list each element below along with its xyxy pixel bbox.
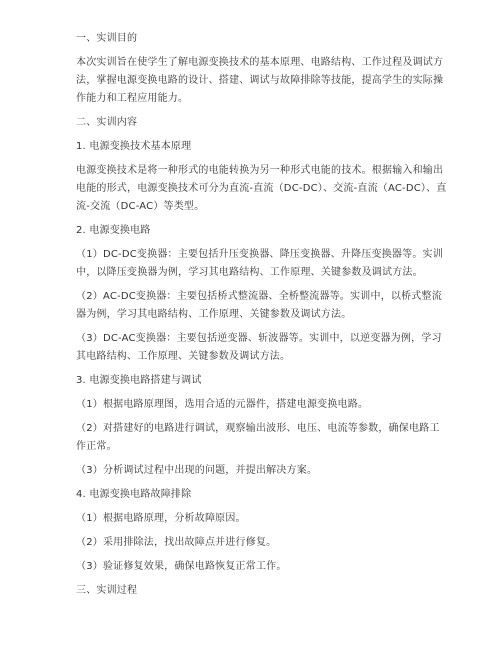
text-line: 本次实训旨在使学生了解电源变换技术的基本原理、电路结构、工作过程及调试方 [76, 57, 444, 68]
document-body [76, 30, 447, 600]
text-line: 三、实训过程 [76, 585, 138, 596]
text-line: 法，掌握电源变换电路的设计、搭建、调试与故障排除等技能，提高学生的实际操 [76, 75, 444, 86]
text-line: 1. 电源变换技术基本原理 [76, 141, 192, 152]
text-line: （3）验证修复效果，确保电路恢复正常工作。 [76, 561, 287, 572]
text-line: 作能力和工程应用能力。 [76, 93, 189, 104]
text-line: （2）对搭建好的电路进行调试，观察输出波形、电压、电流等参数，确保电路工 [76, 423, 440, 434]
text-line: （1）DC-DC变换器：主要包括升压变换器、降压变换器、升降压变换器等。实训 [76, 249, 443, 260]
text-line: （2）AC-DC变换器：主要包括桥式整流器、全桥整流器等。实训中，以桥式整流 [76, 291, 442, 302]
text-line: （1）根据电路原理，分析故障原因。 [76, 513, 246, 524]
text-line: （3）分析调试过程中出现的问题，并提出解决方案。 [76, 465, 318, 476]
text-line: （1）根据电路原理图，选用合适的元器件，搭建电源变换电路。 [76, 399, 369, 410]
text-line: 4. 电源变换电路故障排除 [76, 489, 192, 500]
text-line: 一、实训目的 [76, 33, 138, 44]
text-line: 器为例，学习其电路结构、工作原理、关键参数及调试方法。 [76, 309, 352, 320]
text-line: 流-交流（DC-AC）等类型。 [76, 201, 205, 212]
text-line: （3）DC-AC变换器：主要包括逆变器、斩波器等。实训中，以逆变器为例，学习 [76, 333, 442, 344]
text-line: 中，以降压变换器为例，学习其电路结构、工作原理、关键参数及调试方法。 [76, 267, 423, 278]
text-line: 其电路结构、工作原理、关键参数及调试方法。 [76, 351, 291, 362]
text-line: 作正常。 [76, 441, 117, 452]
text-line: 3. 电源变换电路搭建与调试 [76, 375, 202, 386]
text-line: 2. 电源变换电路 [76, 225, 151, 236]
text-line: 电源变换技术是将一种形式的电能转换为另一种形式电能的技术。根据输入和输出 [76, 165, 444, 176]
text-line: 二、实训内容 [76, 117, 138, 128]
text-line: 电能的形式，电源变换技术可分为直流-直流（DC-DC）、交流-直流（AC-DC）、直 [76, 183, 447, 194]
text-line: （2）采用排除法，找出故障点并进行修复。 [76, 537, 277, 548]
